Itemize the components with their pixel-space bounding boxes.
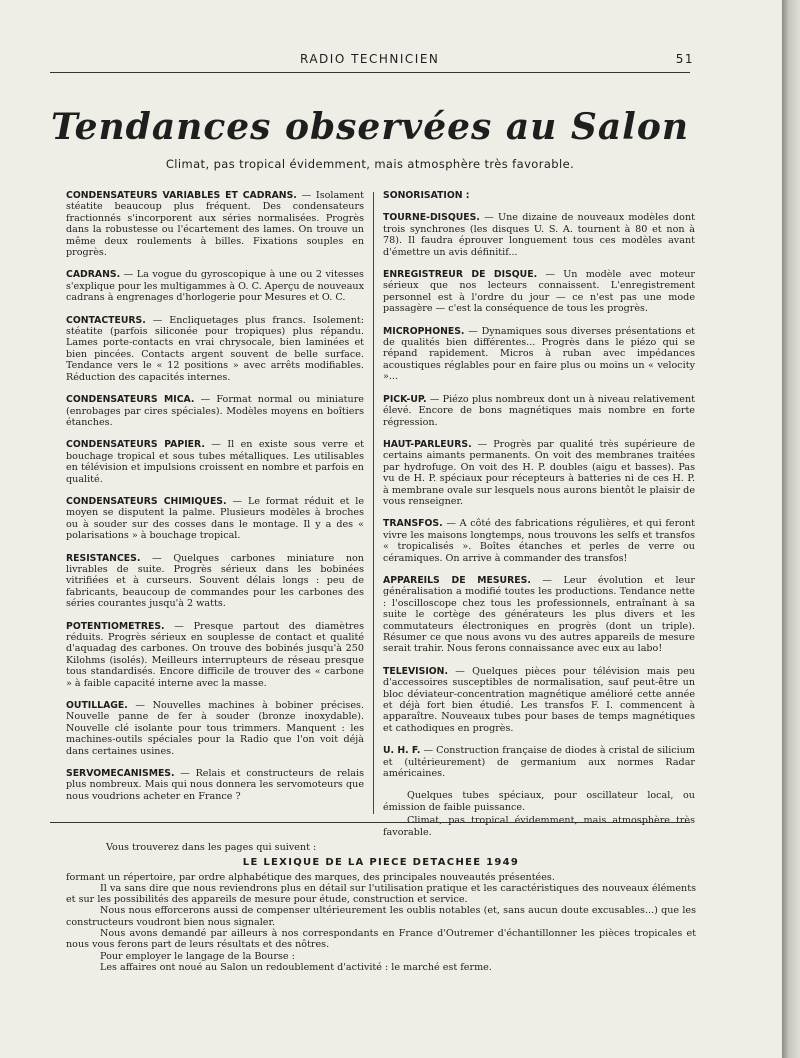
entry-heading: APPAREILS DE MESURES. — [383, 574, 531, 586]
entry-paragraph: CONDENSATEURS VARIABLES ET CADRANS. — Isolament stéatite beaucoup plus fréquent. Des condensateurs fractionnés s'incorporent aux séries normalisées. Progrès dans la robustesse ou l'écartement des lames. On trouve un même deux roulements à billes. Fixations souples en progrès. — [66, 190, 364, 259]
entry-heading: SERVOMECANISMES. — [66, 768, 175, 780]
lexique-paragraph: Nous avons demandé par ailleurs à nos correspondants en France d'Outremer d'échantillonner les pièces tropicales et nous vous ferons part de leurs résultats et des nôtres. — [66, 928, 696, 951]
entry-text: La vogue du gyroscopique à une ou 2 vitesses s'explique pour les multigammes à O. C. Aperçu de nouveaux cadrans à engrenages d'horlogerie pour Mesures et O. C. — [66, 269, 365, 304]
entry-paragraph: CONTACTEURS. — Encliquetages plus francs. Isolement: stéatite (parfois siliconée pour tropiques) plus répandu. Lames porte-contacts en vrai chrysocale, bien laminées et bien pincées. Contacts argent souvent de belle surface. Tendance vers le « 12 positions » avec arrêts modifiables. Réduction des capacités internes. — [66, 314, 364, 383]
page-edge-shadow — [782, 0, 800, 1058]
entry-paragraph: MICROPHONES. — Dynamiques sous diverses présentations et de qualités bien différentes... Progrès dans le piézo qui se répand rapidement. Micros à ruban avec impédances acoustiques réglables pour en faire plus ou moins un « velocity »... — [383, 325, 695, 383]
lexique-intro: Vous trouverez dans les pages qui suivent : — [106, 842, 317, 853]
entry-heading: MICROPHONES. — [383, 325, 465, 337]
entry-paragraph: ENREGISTREUR DE DISQUE. — Un modèle avec moteur sérieux que nos lecteurs connaissent. L'enregistrement personnel est à l'ordre du jour — ce n'est pas une mode passagère — c'est la conséquence de tous les progrès. — [383, 269, 695, 315]
entry-text: Presque partout des diamètres réduits. Progrès sérieux en souplesse de contact et qualité d'aquadag des carbones. On trouve des bobinés jusqu'à 250 Kilohms (isolés). Meilleurs interrupteurs de réseau presque tous standardisés. Encore difficile de trouver des « carbone » à faible capacité interne avec la masse. — [66, 620, 364, 689]
entry-paragraph: U. H. F. — Construction française de diodes à cristal de silicium et (ultérieurement) de germanium aux normes Radar américaines. — [383, 745, 695, 780]
section-rule — [50, 822, 690, 823]
entry-paragraph: PICK-UP. — Piézo plus nombreux dont un à niveau relativement élevé. Encore de bons magnétiques mais nombre en forte régression. — [383, 393, 695, 428]
entry-heading: CONDENSATEURS VARIABLES ET CADRANS. — [66, 190, 297, 201]
entry-heading: CONTACTEURS. — [66, 314, 146, 326]
entry-paragraph: CADRANS. — La vogue du gyroscopique à une ou 2 vitesses s'explique pour les multigammes à O. C. Aperçu de nouveaux cadrans à engrenages d'horlogerie pour Mesures et O. C. — [66, 269, 365, 304]
entry-paragraph: CONDENSATEURS PAPIER. — Il en existe sous verre et bouchage tropical et sous tubes métalliques. Les utilisables en télévision et impulsions croissent en nombre et parfois en qualité. — [66, 439, 365, 485]
entry-text: Nouvelles machines à bobiner précises. Nouvelle panne de fer à souder (bronze inoxydable). Nouvelle clé isolante pour tous trimmers. Manquent : les machines-outils spéciales pour la Radio que l'on voit déjà dans certaines usines. — [66, 700, 365, 757]
entry-paragraph: SERVOMECANISMES. — Relais et constructeurs de relais plus nombreux. Mais qui nous donnera les servomoteurs que nous voudrions acheter en France ? — [66, 768, 364, 802]
header-rule — [50, 72, 690, 73]
entry-text: Piézo plus nombreux dont un à niveau relativement élevé. Encore de bons magnétiques mais nombre en forte régression. — [383, 393, 695, 428]
entry-text: Isolament stéatite beaucoup plus fréquent. Des condensateurs fractionnés s'incorporent aux séries normalisées. Progrès dans la robustesse ou l'écartement des lames. On trouve un même deux roulements à billes. Fixations souples en progrès. — [66, 190, 364, 259]
entry-text: Il en existe sous verre et bouchage tropical et sous tubes métalliques. Les utilisables en télévision et impulsions croissent en nombre et parfois en qualité. — [66, 439, 365, 485]
entry-text: Relais et constructeurs de relais plus nombreux. Mais qui nous donnera les servomoteurs que nous voudrions acheter en France ? — [66, 768, 364, 802]
entry-text: Dynamiques sous diverses présentations et de qualités bien différentes... Progrès dans le piézo qui se répand rapidement. Micros à ruban avec impédances acoustiques réglables pour en faire plus ou moins un « velocity »... — [383, 325, 695, 383]
entry-paragraph: CONDENSATEURS CHIMIQUES. — Le format réduit et le moyen se disputent la palme. Plusieurs modèles à broches ou à souder sur des cosses dans le montage. Il y a des « polarisations » à bouchage tropical. — [66, 495, 364, 542]
entry-heading: CONDENSATEURS PAPIER. — [66, 439, 205, 451]
entry-text: Une dizaine de nouveaux modèles dont trois synchrones (les disques U. S. A. tournent à 80 et non à 78). Il faudra éprouver longuement tous ces modèles avant d'émettre un avis définitif... — [383, 212, 695, 258]
entry-paragraph: TRANSFOS. — A côté des fabrications régulières, et qui feront vivre les maisons longtemps, nous trouvons les selfs et transfos « tropicalisés ». Boîtes étanches et perles de verre ou céramiques. On arrive à commander des transfos! — [383, 518, 695, 564]
entry-text: Quelques pièces pour télévision mais peu d'accessoires susceptibles de normalisation, sauf peut-être un bloc déviateur-concentration magnétique amélioré cette année et déjà fort bien étudié. Les transfos F. I. commencent à apparaître. Nouveaux tubes pour bases de temps magnétiques et cathodiques en progrès. — [383, 665, 695, 734]
entry-text: Progrès par qualité très supérieure de certains aimants permanents. On voit des membranes traitées par hydrofuge. On voit des H. P. doubles (aigu et basses). Pas vu de H. P. spéciaux pour récepteurs à batteries ni de ces H. P. à membrane ovale sur lesquels nous aurons bientôt le plaisir de vous renseigner. — [383, 438, 695, 507]
entry-heading: TOURNE-DISQUES. — [383, 212, 480, 224]
column-divider — [373, 192, 374, 814]
entry-heading: RESISTANCES. — [66, 552, 141, 564]
entry-heading: CADRANS. — [66, 269, 121, 281]
entry-heading: HAUT-PARLEURS. — [383, 438, 472, 450]
closing-paragraph: Climat, pas tropical évidemment, mais atmosphère très favorable. — [383, 815, 695, 838]
entry-heading: TELEVISION. — [383, 665, 448, 677]
lexique-section — [66, 842, 696, 973]
entry-paragraph: CONDENSATEURS MICA. — Format normal ou miniature (enrobages par cires spéciales). Modèles moyens en boîtiers étanches. — [66, 394, 364, 428]
entry-paragraph: TELEVISION. — Quelques pièces pour télévision mais peu d'accessoires susceptibles de normalisation, sauf peut-être un bloc déviateur-concentration magnétique amélioré cette année et déjà fort bien étudié. Les transfos F. I. commencent à apparaître. Nouveaux tubes pour bases de temps magnétiques et cathodiques en progrès. — [383, 665, 695, 734]
page-number: 51 — [675, 52, 694, 66]
entry-text: Leur évolution et leur généralisation a modifié toutes les productions. Tendance nette : l'oscilloscope chez tous les professionnels, entraînant à sa suite le cortège des générateurs les plus divers et les commutateurs électroniques en progrès (dont un triple). Résumer ce que nous avons vu des autres appareils de mesure serait trahir. Nous ferons connaissance avec eux au labo! — [383, 574, 695, 655]
left-column — [66, 190, 364, 813]
entry-heading: TRANSFOS. — [383, 518, 443, 530]
entry-heading: CONDENSATEURS CHIMIQUES. — [66, 495, 227, 507]
lexique-paragraph: formant un répertoire, par ordre alphabétique des marques, des principales nouveautés présentées. — [66, 871, 555, 883]
entry-heading: ENREGISTREUR DE DISQUE. — [383, 269, 538, 281]
entry-paragraph: TOURNE-DISQUES. — Une dizaine de nouveaux modèles dont trois synchrones (les disques U. S. A. tournent à 80 et non à 78). Il faudra éprouver longuement tous ces modèles avant d'émettre un avis définitif... — [383, 212, 695, 258]
entry-paragraph: APPAREILS DE MESURES. — Leur évolution et leur généralisation a modifié toutes les productions. Tendance nette : l'oscilloscope chez tous les professionnels, entraînant à sa suite le cortège des générateurs les plus divers et les commutateurs électroniques en progrès (dont un triple). Résumer ce que nous avons vu des autres appareils de mesure serait trahir. Nous ferons connaissance avec eux au labo! — [383, 574, 695, 655]
article-title: Tendances observées au Salon — [50, 106, 690, 148]
entry-heading: OUTILLAGE. — [66, 700, 128, 712]
entry-text: A côté des fabrications régulières, et qui feront vivre les maisons longtemps, nous trouvons les selfs et transfos « tropicalisés ». Boîtes étanches et perles de verre ou céramiques. On arrive à commander des transfos! — [383, 518, 695, 564]
entry-text: Encliquetages plus francs. Isolement: stéatite (parfois siliconée pour tropiques) plus répandu. Lames porte-contacts en vrai chrysocale, bien laminées et bien pincées. Contacts argent souvent de belle surface. Tendance vers le « 12 positions » avec arrêts modifiables. Réduction des capacités internes. — [66, 314, 364, 383]
entry-text: Un modèle avec moteur sérieux que nos lecteurs connaissent. L'enregistrement personnel est à l'ordre du jour — ce n'est pas une mode passagère — c'est la conséquence de tous les progrès. — [383, 269, 695, 315]
lexique-paragraph: Nous nous efforcerons aussi de compenser ultérieurement les oublis notables (et, sans aucun doute excusables...) que les constructeurs voudront bien nous signaler. — [66, 905, 696, 928]
journal-name: RADIO TECHNICIEN — [300, 52, 440, 66]
entry-paragraph: POTENTIOMETRES. — Presque partout des diamètres réduits. Progrès sérieux en souplesse de contact et qualité d'aquadag des carbones. On trouve des bobinés jusqu'à 250 Kilohms (isolés). Meilleurs interrupteurs de réseau presque tous standardisés. Encore difficile de trouver des « carbone » à faible capacité interne avec la masse. — [66, 620, 364, 689]
entry-paragraph: HAUT-PARLEURS. — Progrès par qualité très supérieure de certains aimants permanents. On voit des membranes traitées par hydrofuge. On voit des H. P. doubles (aigu et basses). Pas vu de H. P. spéciaux pour récepteurs à batteries ni de ces H. P. à membrane ovale sur lesquels nous aurons bientôt le plaisir de vous renseigner. — [383, 438, 695, 507]
entry-text: Quelques carbones miniature non livrables de suite. Progrès sérieux dans les bobinées vitrifiées et à curseurs. Souvent délais longs : peu de fabricants, beaucoup de commandes pour les carbones des séries courantes jusqu'à 2 watts. — [66, 552, 364, 610]
lexique-paragraph: Il va sans dire que nous reviendrons plus en détail sur l'utilisation pratique et les caractéristiques des nouveaux éléments et sur les possibilités des appareils de mesure pour étude, construction et service. — [66, 882, 696, 906]
lexique-paragraph: Pour employer le langage de la Bourse : — [100, 950, 295, 962]
closing-paragraph: Quelques tubes spéciaux, pour oscillateur local, ou émission de faible puissance. — [383, 790, 695, 813]
entry-text: Le format réduit et le moyen se disputent la palme. Plusieurs modèles à broches ou à souder sur des cosses dans le montage. Il y a des « polarisations » à bouchage tropical. — [66, 495, 364, 542]
entry-heading: PICK-UP. — [383, 393, 427, 405]
entry-paragraph: OUTILLAGE. — Nouvelles machines à bobiner précises. Nouvelle panne de fer à souder (bronze inoxydable). Nouvelle clé isolante pour tous trimmers. Manquent : les machines-outils spéciales pour la Radio que l'on voit déjà dans certaines usines. — [66, 700, 365, 757]
entry-paragraph: RESISTANCES. — Quelques carbones miniature non livrables de suite. Progrès sérieux dans les bobinées vitrifiées et à curseurs. Souvent délais longs : peu de fabricants, beaucoup de commandes pour les carbones des séries courantes jusqu'à 2 watts. — [66, 552, 364, 610]
entry-heading: POTENTIOMETRES. — [66, 620, 165, 632]
article-subtitle: Climat, pas tropical évidemment, mais atmosphère très favorable. — [165, 157, 575, 171]
entry-heading: CONDENSATEURS MICA. — [66, 394, 195, 406]
section-heading: SONORISATION : — [383, 190, 470, 201]
right-column — [383, 190, 695, 849]
lexique-paragraph: Les affaires ont noué au Salon un redoublement d'activité : le marché est ferme. — [100, 961, 492, 973]
entry-text: Format normal ou miniature (enrobages par cires spéciales). Modèles moyens en boîtiers étanches. — [66, 394, 364, 428]
entry-heading: U. H. F. — [383, 745, 421, 757]
entry-text: Construction française de diodes à cristal de silicium et (ultérieurement) de germanium aux normes Radar américaines. — [383, 745, 695, 780]
lexique-title: LE LEXIQUE DE LA PIECE DETACHEE 1949 — [242, 857, 520, 869]
